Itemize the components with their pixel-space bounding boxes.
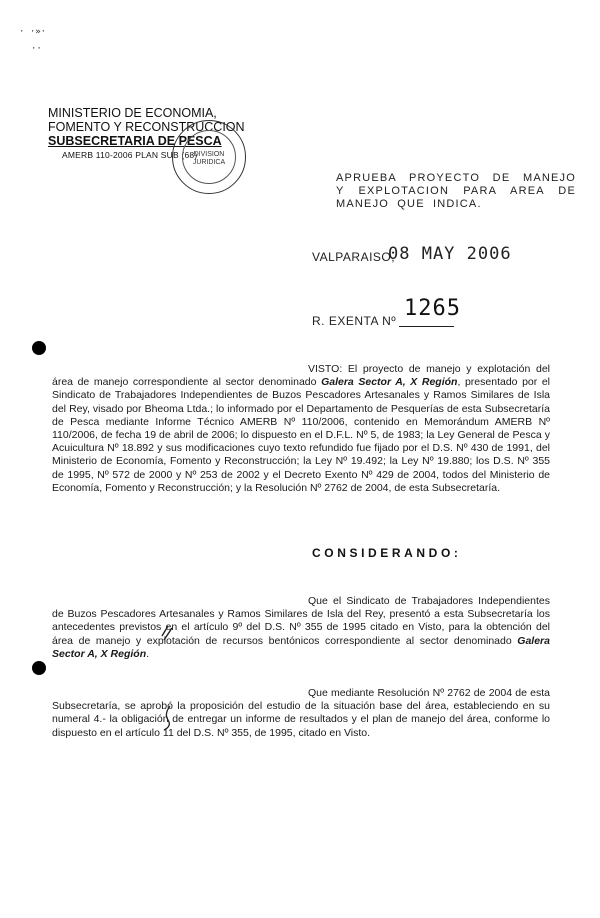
scan-mark: · ·»· [19, 27, 47, 37]
document-subject: APRUEBA PROYECTO DE MANEJO Y EXPLOTACION PARA AREA DE MANEJO QUE INDICA. [336, 172, 576, 210]
area-name: Galera Sector A, X Región [52, 634, 550, 660]
resolution-number-underline [399, 326, 454, 327]
area-name: Galera Sector A, X Región [321, 376, 458, 389]
ministry-name-line-2: FOMENTO Y RECONSTRUCCION [48, 120, 245, 134]
considerando-paragraph-2 [52, 687, 550, 740]
considerando-1-text: Que el Sindicato de Trabajadores Independientes de Buzos Pescadores Artesanales y Ramos Similares de Isla del Rey, presentó a esta Subsecretaría los antecedentes previstos en el artículo 9º del D.S. Nº 355 de 1995 citado en Visto, para la obtención del área de manejo y explotación de recursos bentónicos correspondiente al sector denominado [52, 595, 550, 647]
subsecretaria-name: SUBSECRETARIA DE PESCA [48, 134, 222, 148]
resolution-number: 1265 [404, 296, 461, 321]
considerando-heading: CONSIDERANDO: [312, 546, 462, 560]
handwritten-margin-marks [150, 612, 180, 732]
document-reference: AMERB 110-2006 PLAN SUB (68) [62, 150, 198, 160]
considerando-1-end: . [146, 647, 150, 660]
considerando-paragraph-1 [52, 595, 550, 661]
seal-text: DIVISION JURIDICA [192, 151, 226, 166]
punch-hole [32, 661, 46, 675]
scan-mark: ·· [31, 44, 42, 54]
considerando-2-text: Que mediante Resolución Nº 2762 de 2004 de esta Subsecretaría, se aprobó la proposición del estudio de la situación base del área, estableciendo en su numeral 4.- la obligación de entregar un informe de resultados y el plan de manejo del área, conforme lo dispuesto en el artículo 11 del D.S. Nº 355, de 1995, citado en Visto. [52, 687, 550, 739]
date-stamp: 08 MAY 2006 [388, 244, 512, 264]
visto-text-start: El proyecto de manejo y explotación del área de manejo correspondiente al sector denominado [52, 363, 550, 389]
resolution-label: R. EXENTA Nº [312, 314, 397, 328]
ministry-name-line-1: MINISTERIO DE ECONOMIA, [48, 106, 217, 120]
visto-text-rest: , presentado por el Sindicato de Trabajadores Independientes de Buzos Pescadores Artesanales y Ramos Similares de Isla del Rey, visado por Bheoma Ltda.; lo informado por el Departamento de Pesquerías de esta Subsecretaría de Pesca mediante Informe Técnico AMERB Nº 110/2006, contenido en Memorándum AMERB Nº 110/2006, de fecha 19 de abril de 2006; lo dispuesto en el D.F.L. Nº 5, de 1983; la Ley General de Pesca y Acuicultura Nº 18.892 y sus modificaciones cuyo texto refundido fue fijado por el D.S. Nº 430 de 1991, del Ministerio de Economía, Fomento y Reconstrucción; la Ley Nº 19.492; la Ley Nº 19.880; los D.S. Nº 355 de 1995, Nº 572 de 2000 y Nº 253 de 2002 y el Decreto Exento Nº 429 de 2004, todos del Ministerio de Economía, Fomento y Reconstrucción; y la Resolución Nº 2762 de 2004, de esta Subsecretaría. [52, 376, 551, 494]
place-label: VALPARAISO, [312, 250, 396, 264]
visto-paragraph [52, 363, 550, 495]
visto-label: VISTO: [308, 363, 343, 375]
office-seal [172, 120, 246, 194]
punch-hole [32, 341, 46, 355]
